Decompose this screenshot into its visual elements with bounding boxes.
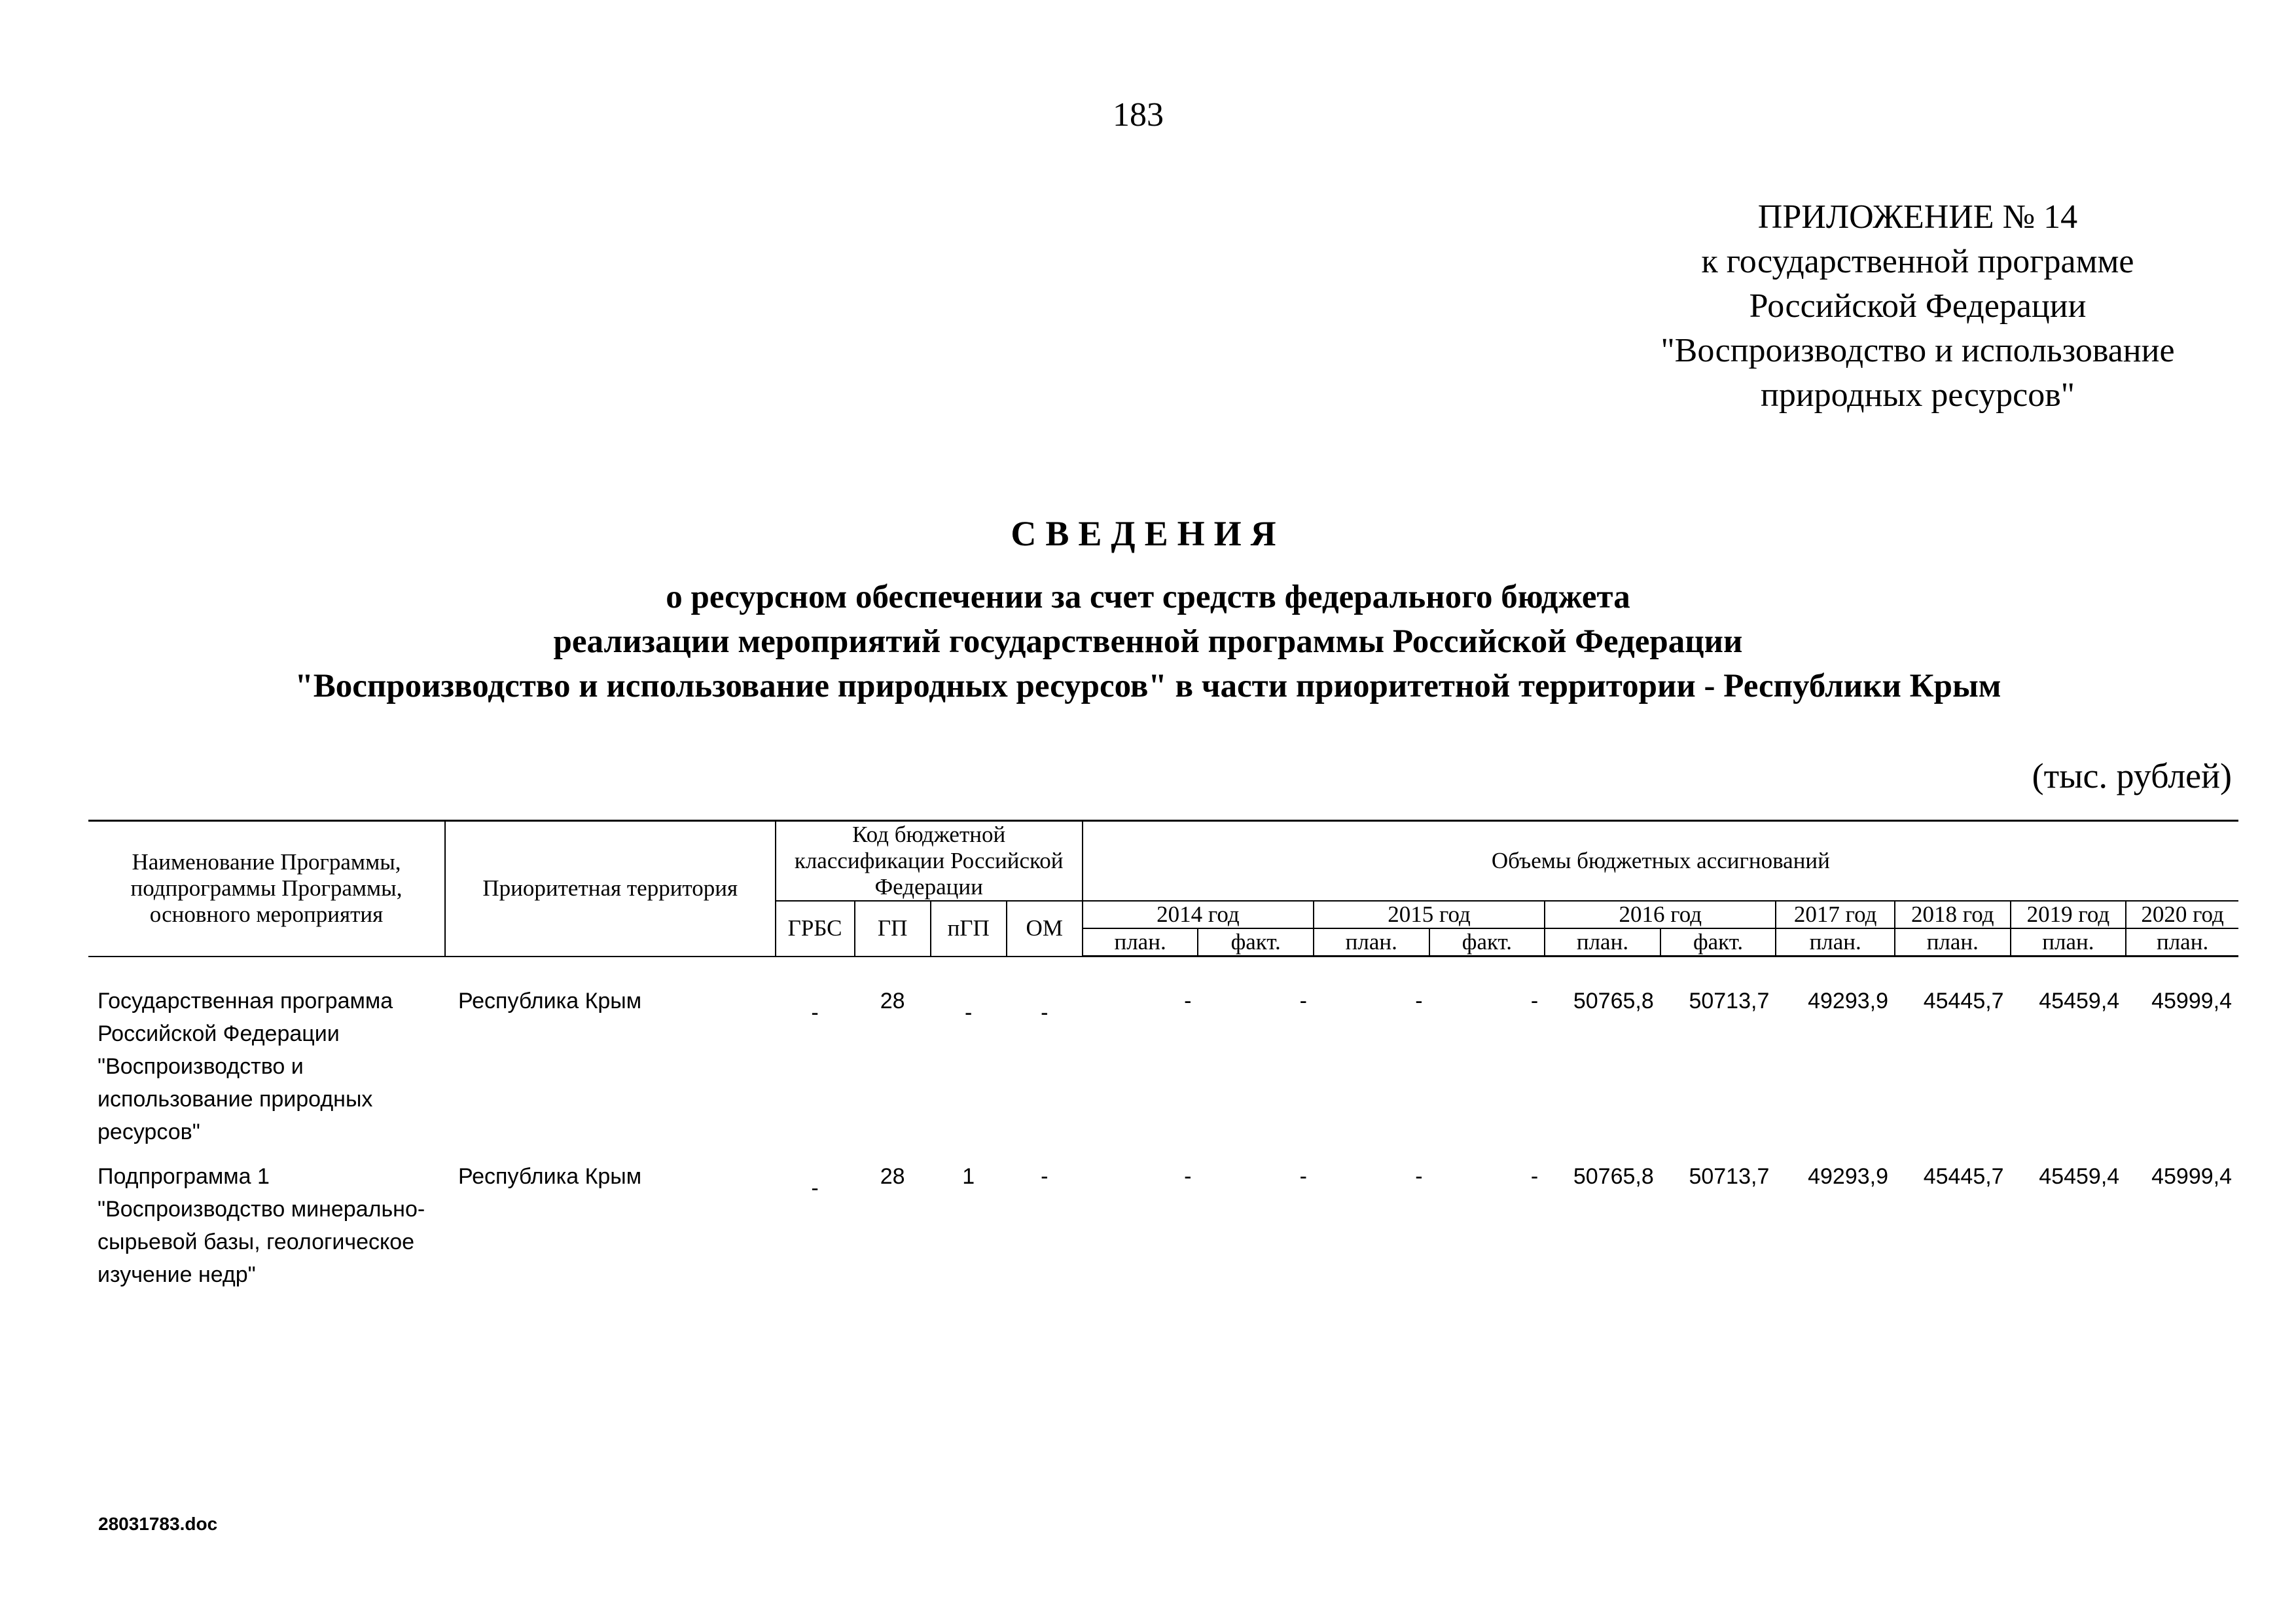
header-plan: план.: [2126, 928, 2238, 957]
header-year: 2020 год: [2126, 901, 2238, 928]
row-value: 45459,4: [2039, 989, 2120, 1013]
appendix-block: [1558, 195, 2278, 418]
header-plan: план.: [1314, 928, 1429, 957]
header-code-group: Код бюджетной классификации Российской Федерации: [776, 821, 1083, 902]
header-territory: Приоритетная территория: [445, 821, 776, 957]
row-value: -: [1530, 1164, 1539, 1189]
row-value: 50765,8: [1573, 1164, 1654, 1189]
header-code-pgp: пГП: [931, 901, 1007, 957]
header-year: 2015 год: [1314, 901, 1545, 928]
row-value: -: [1530, 989, 1539, 1013]
document-subtitle: о ресурсном обеспечении за счет средств федерального бюджета: [666, 579, 1630, 615]
row-value: 49293,9: [1808, 989, 1888, 1013]
header-code-om: ОМ: [1007, 901, 1083, 957]
header-fact: факт.: [1429, 928, 1545, 957]
header-year: 2016 год: [1545, 901, 1776, 928]
row-value: 50765,8: [1573, 989, 1654, 1013]
units-label: (тыс. рублей): [2032, 756, 2232, 795]
table-row: [88, 985, 2238, 1148]
header-code-gp: ГП: [855, 901, 931, 957]
row-value: 50713,7: [1689, 1164, 1770, 1189]
appendix-title: ПРИЛОЖЕНИЕ № 14: [1757, 198, 2078, 236]
header-plan: план.: [1545, 928, 1660, 957]
row-code-om: -: [1041, 1000, 1049, 1025]
row-code-pgp: -: [965, 1000, 973, 1025]
appendix-line: Российской Федерации: [1749, 287, 2087, 325]
row-value: -: [1415, 989, 1423, 1013]
row-value: 50713,7: [1689, 989, 1770, 1013]
row-code-grbs: -: [811, 1176, 819, 1201]
header-name: Наименование Программы, подпрограммы Программы, основного мероприятия: [88, 821, 445, 957]
row-name: Государственная программа Российской Федерации "Воспроизводство и использование природных ресурсов": [98, 989, 393, 1144]
row-value: -: [1184, 1164, 1192, 1189]
header-year: 2018 год: [1895, 901, 2011, 928]
header-fact: факт.: [1660, 928, 1776, 957]
header-code-grbs: ГРБС: [776, 901, 855, 957]
row-code-gp: 28: [880, 989, 905, 1013]
row-code-gp: 28: [880, 1164, 905, 1189]
appendix-line: "Воспроизводство и использование: [1660, 332, 2175, 369]
row-value: 45999,4: [2151, 1164, 2232, 1189]
row-territory: Республика Крым: [457, 989, 642, 1013]
row-value: 45445,7: [1923, 1164, 2004, 1189]
page-number: 183: [1113, 96, 1164, 134]
row-value: -: [1415, 1164, 1423, 1189]
row-code-grbs: -: [811, 1000, 819, 1025]
row-territory: Республика Крым: [457, 1164, 642, 1189]
header-fact: факт.: [1198, 928, 1314, 957]
header-year: 2014 год: [1083, 901, 1314, 928]
document-subtitle: реализации мероприятий государственной программы Российской Федерации: [553, 623, 1743, 660]
row-value: -: [1299, 1164, 1307, 1189]
document-id: 28031783.doc: [98, 1514, 218, 1534]
appendix-line: природных ресурсов": [1760, 376, 2075, 414]
appendix-line: к государственной программе: [1701, 243, 2134, 280]
document-heading: [0, 511, 2296, 708]
row-value: 49293,9: [1808, 1164, 1888, 1189]
header-year: 2017 год: [1776, 901, 1895, 928]
header-plan: план.: [1895, 928, 2011, 957]
document-title: СВЕДЕНИЯ: [1011, 514, 1285, 553]
header-plan: план.: [1083, 928, 1198, 957]
header-year: 2019 год: [2011, 901, 2126, 928]
row-value: -: [1184, 989, 1192, 1013]
header-volumes-group: Объемы бюджетных ассигнований: [1083, 821, 2238, 902]
row-value: 45445,7: [1923, 989, 2004, 1013]
header-plan: план.: [1776, 928, 1895, 957]
document-subtitle: "Воспроизводство и использование природных ресурсов" в части приоритетной территории - Республики Крым: [295, 668, 2001, 704]
row-value: 45459,4: [2039, 1164, 2120, 1189]
row-code-om: -: [1041, 1164, 1049, 1189]
row-value: 45999,4: [2151, 989, 2232, 1013]
table-row: [88, 1160, 2238, 1291]
header-plan: план.: [2011, 928, 2126, 957]
row-name: Подпрограмма 1 "Воспроизводство минерально-сырьевой базы, геологическое изучение недр": [98, 1164, 425, 1287]
budget-table: [88, 820, 2238, 1291]
row-code-pgp: 1: [962, 1164, 975, 1189]
row-value: -: [1299, 989, 1307, 1013]
